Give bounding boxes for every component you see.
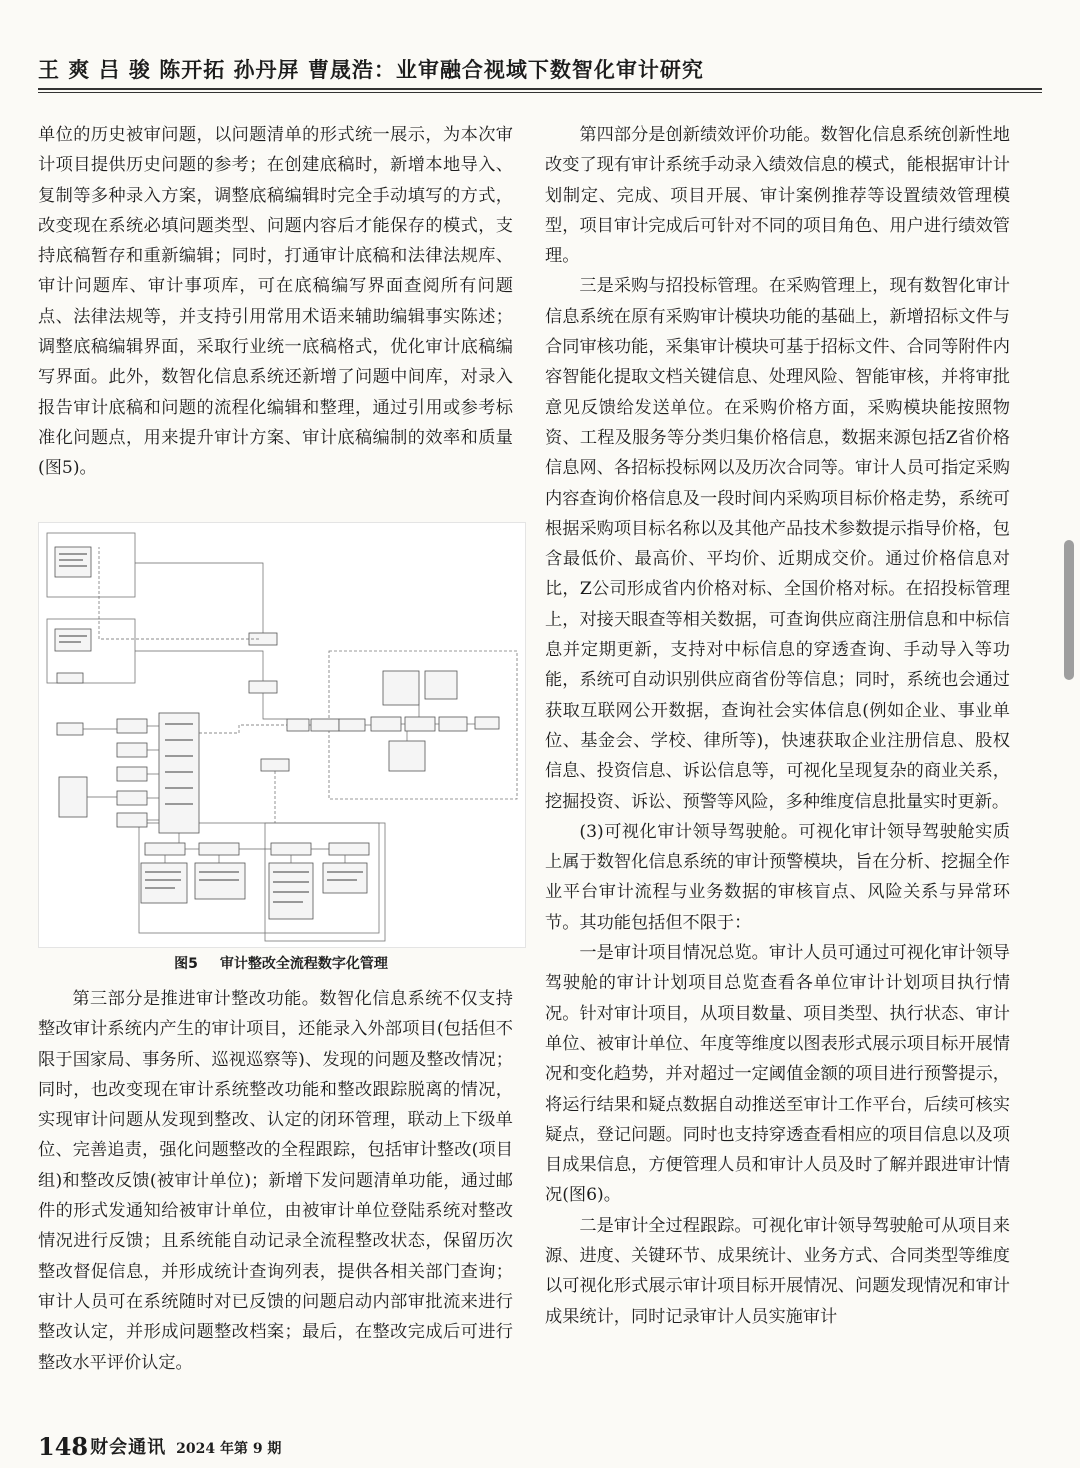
left-column-top [38, 120, 513, 484]
header-rule [38, 88, 1042, 90]
scrollbar-thumb[interactable] [1064, 540, 1074, 680]
paragraph: 第三部分是推进审计整改功能。数智化信息系统不仅支持整改审计系统内产生的审计项目，还能录入外部项目(包括但不限于国家局、事务所、巡视巡察等)、发现的问题及整改情况；同时，也改变现在审计系统整改功能和整改跟踪脱离的情况，实现审计问题从发现到整改、认定的闭环管理，联动上下级单位、完善追责，强化问题整改的全程跟踪，包括审计整改(项目组)和整改反馈(被审计单位)；新增下发问题清单功能，通过邮件的形式发通知给被审计单位，由被审计单位登陆系统对整改情况进行反馈；且系统能自动记录全流程整改状态，保留历次整改督促信息，并形成统计查询列表，提供各相关部门查询；审计人员可在系统随时对已反馈的问题启动内部审批流来进行整改认定，并形成问题整改档案；最后，在整改完成后可进行整改水平评价认定。 [38, 989, 513, 1373]
figure-caption [38, 953, 524, 973]
figure-5-flowchart [38, 522, 526, 948]
right-column [545, 120, 1010, 1332]
paragraph: (3)可视化审计领导驾驶舱。可视化审计领导驾驶舱实质上属于数智化信息系统的审计预警模块，旨在分析、挖掘全作业平台审计流程与业务数据的审核盲点、风险关系与异常环节。其功能包括但不限于： [545, 821, 1010, 933]
issue-label: 2024 年第 9 期 [176, 1441, 282, 1457]
paragraph: 第四部分是创新绩效评价功能。数智化信息系统创新性地改变了现有审计系统手动录入绩效信息的模式，能根据审计计划制定、完成、项目开展、审计案例推荐等设置绩效管理模型，项目审计完成后可针对不同的项目角色、用户进行绩效管理。 [545, 125, 1010, 267]
page-footer [38, 1432, 281, 1461]
journal-name: 财会通讯 [90, 1437, 167, 1458]
flowchart-nodes [55, 547, 499, 919]
paragraph: 三是采购与招投标管理。在采购管理上，现有数智化审计信息系统在原有采购审计模块功能的基础上，新增招标文件与合同审核功能，采集审计模块可基于招标文件、合同等附件内容智能化提取文档关键信息、处理风险、智能审核，并将审批意见反馈给发送单位。在采购价格方面，采购模块能按照物资、工程及服务等分类归集价格信息，数据来源包括Z省价格信息网、各招标投标网以及历次合同等。审计人员可指定采购内容查询价格信息及一段时间内采购项目标价格走势，系统可根据采购项目标名称以及其他产品技术参数提示指导价格，包含最低价、最高价、平均价、近期成交价。通过价格信息对比，Z公司形成省内价格对标、全国价格对标。在招投标管理上，对接天眼查等相关数据，可查询供应商注册信息和中标信息并定期更新，支持对中标信息的穿透查询、手动导入等功能，系统可自动识别供应商省份等信息；同时，系统也会通过获取互联网公开数据，查询社会实体信息(例如企业、事业单位、基金会、学校、律所等)，快速获取企业注册信息、股权信息、投资信息、诉讼信息等，可视化呈现复杂的商业关系，挖掘投资、诉讼、预警等风险，多种维度信息批量实时更新。 [545, 276, 1010, 812]
header-rule-thin [38, 92, 1042, 93]
left-column-bottom [38, 984, 513, 1378]
paragraph: 单位的历史被审问题，以问题清单的形式统一展示，为本次审计项目提供历史问题的参考；在创建底稿时，新增本地导入、复制等多种录入方案，调整底稿编辑时完全手动填写的方式，改变现在系统必填问题类型、问题内容后才能保存的模式，支持底稿暂存和重新编辑；同时，打通审计底稿和法律法规库、审计问题库、审计事项库，可在底稿编写界面查阅所有问题点、法律法规等，并支持引用常用术语来辅助编辑事实陈述；调整底稿编辑界面，采取行业统一底稿格式，优化审计底稿编写界面。此外，数智化信息系统还新增了问题中间库，对录入报告审计底稿和问题的流程化编辑和整理，通过引用或参考标准化问题点，用来提升审计方案、审计底稿编制的效率和质量(图5)。 [38, 125, 513, 479]
paragraph: 一是审计项目情况总览。审计人员可通过可视化审计领导驾驶舱的审计计划项目总览查看各单位审计计划项目执行情况。针对审计项目，从项目数量、项目类型、执行状态、审计单位、被审计单位、年度等维度以图表形式展示项目标开展情况和变化趋势，并对超过一定阈值金额的项目进行预警提示，将运行结果和疑点数据自动推送至审计工作平台，后续可核实疑点，登记问题。同时也支持穿透查看相应的项目信息以及项目成果信息，方便管理人员和审计人员及时了解并跟进审计情况(图6)。 [545, 943, 1010, 1206]
figure-number: 图5 [174, 956, 198, 972]
running-header: 王 爽 吕 骏 陈开拓 孙丹屏 曹晟浩：业审融合视域下数智化审计研究 [38, 58, 704, 82]
page-number: 148 [38, 1432, 89, 1461]
flowchart-diagram [39, 523, 525, 947]
figure-title: 审计整改全流程数字化管理 [219, 956, 388, 972]
paragraph: 二是审计全过程跟踪。可视化审计领导驾驶舱可从项目来源、进度、关键环节、成果统计、业务方式、合同类型等维度以可视化形式展示审计项目标开展情况、问题发现情况和审计成果统计，同时记录审计人员实施审计 [545, 1215, 1010, 1327]
